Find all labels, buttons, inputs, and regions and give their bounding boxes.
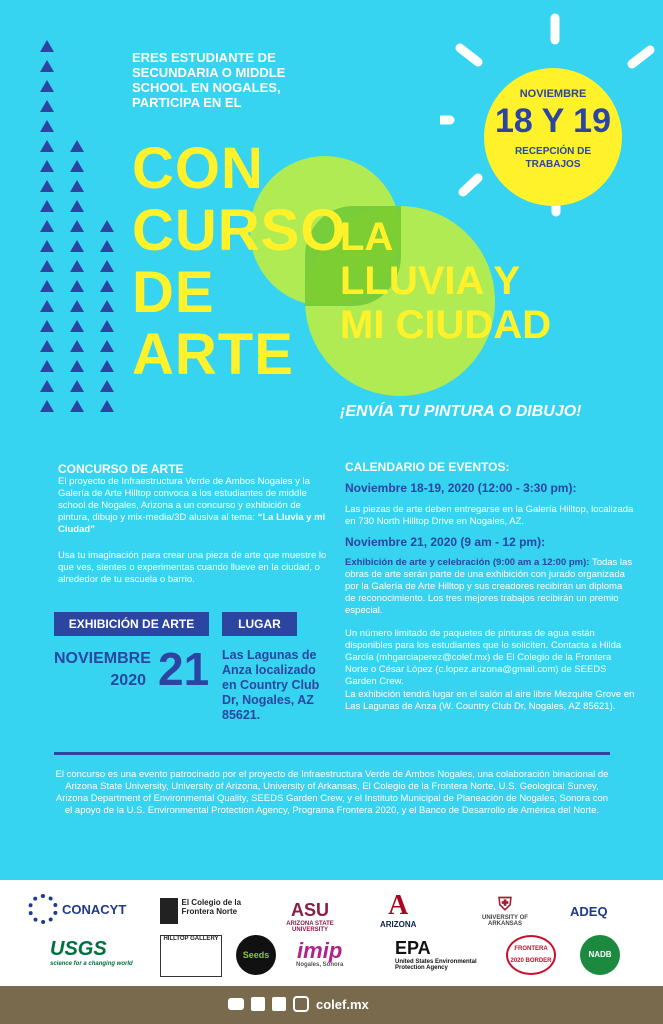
place-label: LUGAR — [222, 612, 297, 636]
theme-title — [340, 215, 551, 347]
exhibit-place: Las Lagunas de Anza localizado en Country Club Dr, Nogales, AZ 85621. — [222, 648, 320, 722]
triangle-decoration — [40, 400, 54, 412]
colef-label: El Colegio de la Frontera Norte — [181, 898, 242, 916]
arizona-label: ARIZONA — [380, 920, 417, 929]
triangle-decoration — [70, 260, 84, 272]
conacyt-label: CONACYT — [62, 901, 127, 917]
imip-label: Nogales, Sonora — [296, 962, 344, 968]
triangle-decoration — [40, 200, 54, 212]
asu-label: ARIZONA STATE UNIVERSITY — [286, 921, 334, 933]
event1-heading: Noviembre 18-19, 2020 (12:00 - 3:30 pm): — [345, 481, 577, 495]
triangle-decoration — [100, 300, 114, 312]
triangle-decoration — [100, 320, 114, 332]
triangle-decoration — [100, 360, 114, 372]
event2-bold: Exhibición de arte y celebración (9:00 am a 12:00 pm): — [345, 557, 590, 568]
location-text: La exhibición tendrá lugar en el salón al aire libre Mezquite Grove en Las Lagunas de Anza (W. Country Club Dr, Nogales, AZ 85621). — [345, 689, 635, 712]
arkansas-label: UNIVERSITY OF ARKANSAS — [482, 915, 528, 927]
youtube-icon[interactable] — [228, 998, 244, 1010]
triangle-pattern — [34, 40, 134, 420]
usgs-mark: USGS — [50, 938, 107, 960]
title-line: CON — [132, 136, 264, 201]
instagram-icon[interactable] — [293, 996, 309, 1012]
divider — [54, 752, 610, 755]
paint-packages-text: Un número limitado de paquetes de pinturas de agua están disponibles para los estudiantes que lo soliciten. Contacta a Hilda García (mhgarciaperez@colef.mx) de El Colegio de la Frontera Norte o César López (c.lopez.arizona@gmail.com) de SEEDS Garden Crew. — [345, 628, 622, 687]
adeq-logo: ADEQ — [570, 904, 608, 919]
triangle-decoration — [40, 280, 54, 292]
triangle-decoration — [100, 260, 114, 272]
triangle-decoration — [100, 380, 114, 392]
exhibit-day: 21 — [158, 643, 210, 695]
arizona-logo — [380, 892, 416, 929]
event2-body: Todas las obras de arte serán parte de una exhibición con jurado organizada por la Galería de Arte Hilltop y sus creadores recibirán un diploma de reconocimiento. Los tres mejores trabajos recibirán un premio especial. — [345, 557, 633, 616]
event2-text — [345, 557, 635, 617]
theme-line: MI CIUDAD — [340, 303, 552, 347]
triangle-decoration — [70, 280, 84, 292]
triangle-decoration — [40, 140, 54, 152]
nadb-logo: NADB — [580, 935, 620, 975]
usgs-logo — [50, 938, 133, 967]
intro-line: SCHOOL EN NOGALES, — [132, 80, 281, 95]
contest-p1: El proyecto de Infraestructura Verde de Ambos Nogales y la Galería de Arte Hilltop convoca a los estudiantes de middle school de Nogales, Arizona a un concurso y exhibición de pintura, dibujo y mix-media/3D alusiva al tema: — [58, 476, 310, 523]
triangle-decoration — [40, 260, 54, 272]
triangle-decoration — [70, 300, 84, 312]
triangle-decoration — [40, 380, 54, 392]
contest-theme: “La Lluvia y mi Ciudad” — [58, 512, 326, 535]
triangle-decoration — [70, 340, 84, 352]
imip-mark: imip — [297, 938, 343, 963]
sponsor-text: El concurso es una evento patrocinado por el proyecto de Infraestructura Verde de Ambos Nogales, una colaboración binacional de Arizona State University, University of Arizona, University of Arkansas, El Colegio de la Frontera Norte, U.S. Geological Survey, Arizona Department of Environmental Quality, SEEDS Garden Crew, y el Instituto Municipal de Planeación de Nogales, Sonora con el apoyo de la U.S. Environmental Protection Agency, Programa Frontera 2020, y el Banco de Desarrollo de América del Norte. — [55, 769, 609, 816]
epa-label: United States Environmental Protection Agency — [395, 959, 477, 971]
triangle-decoration — [40, 80, 54, 92]
exhibit-month: NOVIEMBRE — [54, 650, 151, 667]
exhibit-label: EXHIBICIÓN DE ARTE — [54, 612, 209, 636]
seeds-logo: Seeds — [236, 935, 276, 975]
imip-logo — [296, 940, 343, 968]
triangle-decoration — [40, 120, 54, 132]
title-line: CURSO — [132, 198, 347, 263]
triangle-decoration — [40, 240, 54, 252]
event2-heading: Noviembre 21, 2020 (9 am - 12 pm): — [345, 535, 546, 549]
theme-line: LA — [340, 215, 394, 259]
intro-line: SECUNDARIA O MIDDLE — [132, 65, 286, 80]
intro-line: PARTICIPA EN EL — [132, 95, 242, 110]
triangle-decoration — [70, 160, 84, 172]
frontera-logo: FRONTERA 2020 BORDER — [506, 935, 556, 975]
triangle-decoration — [70, 380, 84, 392]
triangle-decoration — [70, 140, 84, 152]
triangle-decoration — [40, 100, 54, 112]
website-link[interactable]: colef.mx — [316, 996, 369, 1012]
triangle-decoration — [100, 280, 114, 292]
triangle-decoration — [40, 40, 54, 52]
contest-heading: CONCURSO DE ARTE — [58, 462, 184, 476]
triangle-decoration — [70, 360, 84, 372]
badge-month: NOVIEMBRE — [519, 88, 587, 100]
main-title — [132, 138, 346, 386]
triangle-decoration — [40, 220, 54, 232]
intro-text — [132, 50, 302, 110]
usgs-label: science for a changing world — [50, 961, 133, 967]
social-row — [228, 996, 369, 1012]
epa-mark: EPA — [395, 938, 431, 958]
triangle-decoration — [40, 320, 54, 332]
calendar-heading: CALENDARIO DE EVENTOS: — [345, 460, 510, 474]
triangle-decoration — [100, 220, 114, 232]
badge-sub1: RECEPCIÓN DE — [514, 146, 592, 157]
contest-p2: Usa tu imaginación para crear una pieza de arte que muestre lo que ves, sientes o experimentas cuando llueve en la ciudad, o alrededor de tu escuela o barrio. — [58, 550, 327, 585]
triangle-decoration — [70, 320, 84, 332]
arizona-a-icon: A — [388, 890, 409, 921]
logo-strip — [0, 880, 663, 986]
badge-sub2: TRABAJOS — [525, 159, 581, 170]
exhibit-year: 2020 — [110, 672, 146, 689]
triangle-decoration — [40, 160, 54, 172]
triangle-decoration — [40, 60, 54, 72]
conacyt-logo — [28, 894, 126, 924]
hilltop-logo: HILLTOP GALLERY — [160, 935, 222, 977]
arkansas-crest-icon: ⛨ — [498, 894, 512, 914]
intro-line: ERES ESTUDIANTE DE — [132, 50, 276, 65]
triangle-decoration — [40, 180, 54, 192]
call-to-action: ¡ENVÍA TU PINTURA O DIBUJO! — [340, 403, 582, 420]
triangle-decoration — [70, 180, 84, 192]
title-line: DE — [132, 260, 215, 325]
triangle-decoration — [40, 300, 54, 312]
twitter-icon[interactable] — [272, 997, 286, 1011]
title-line: ARTE — [132, 322, 294, 387]
theme-line: LLUVIA Y — [340, 259, 521, 303]
colef-icon — [160, 898, 178, 924]
triangle-decoration — [100, 340, 114, 352]
contest-description — [58, 476, 328, 536]
triangle-decoration — [100, 240, 114, 252]
colef-logo — [160, 898, 250, 924]
triangle-decoration — [40, 340, 54, 352]
epa-logo — [395, 938, 485, 971]
triangle-decoration — [70, 400, 84, 412]
facebook-icon[interactable] — [251, 997, 265, 1011]
triangle-decoration — [70, 240, 84, 252]
bottom-bar — [0, 986, 663, 1024]
conacyt-icon — [28, 894, 58, 924]
triangle-decoration — [70, 220, 84, 232]
event1-text: Las piezas de arte deben entregarse en la Galería Hilltop, localizada en 730 North Hilltop Drive en Nogales, AZ. — [345, 504, 634, 527]
triangle-decoration — [70, 200, 84, 212]
asu-logo — [280, 900, 340, 933]
arkansas-logo — [470, 894, 540, 927]
asu-mark: ASU — [290, 900, 329, 920]
triangle-decoration — [100, 400, 114, 412]
triangle-decoration — [40, 360, 54, 372]
badge-days: 18 Y 19 — [495, 102, 611, 140]
